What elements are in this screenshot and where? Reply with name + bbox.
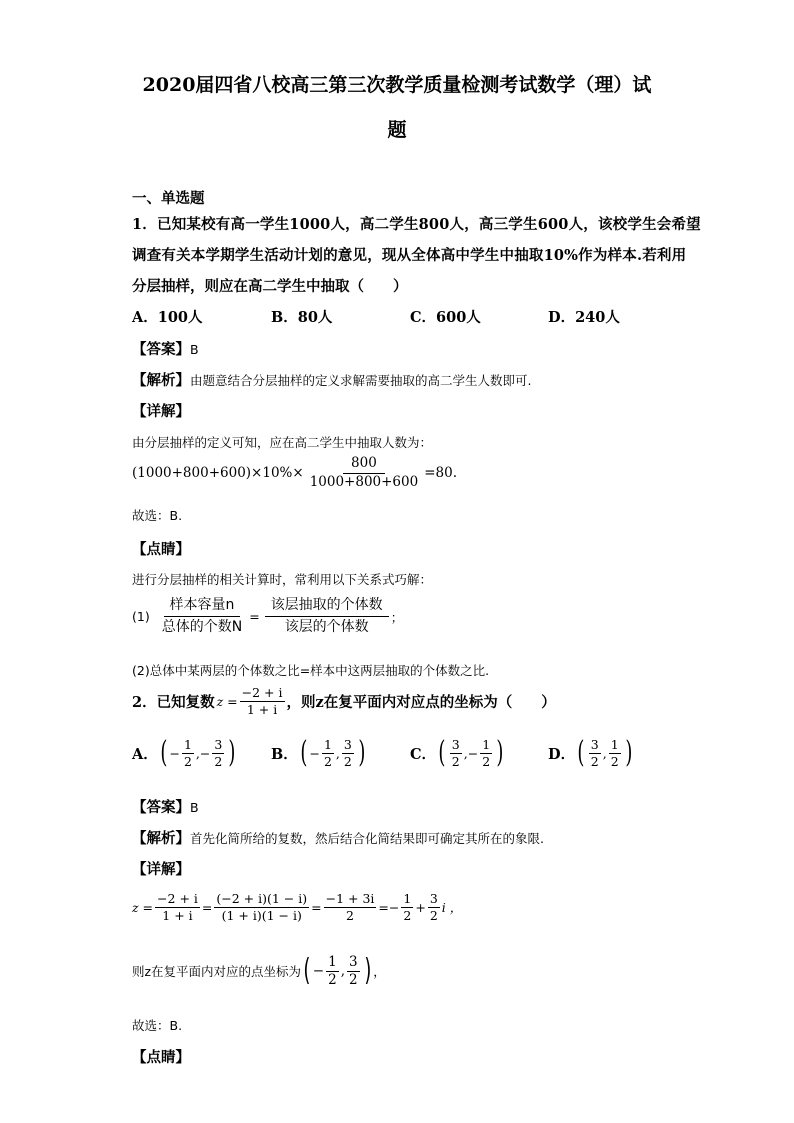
q2-coordinate [132, 955, 386, 988]
sign: − [169, 745, 180, 761]
paren-open: ( [160, 735, 168, 771]
answer-value: B [190, 342, 199, 357]
q2-z-den: 1 + i [246, 701, 278, 717]
rule1-left-den: 总体的个数N [161, 619, 243, 636]
num: −1 + 3i [325, 891, 375, 906]
q2-tip-tag: 【点睛】 [132, 1049, 190, 1066]
q1-option-a: A．100人 [132, 309, 203, 326]
q2-stem [132, 686, 556, 717]
frac [450, 738, 462, 769]
den: 2 [346, 907, 354, 923]
den: 2 [610, 753, 619, 769]
equals: = [311, 899, 322, 915]
frac [182, 738, 194, 769]
rule1-left-fraction [160, 598, 244, 636]
q1-tip-tag: 【点睛】 [132, 541, 190, 558]
q1-analysis [132, 369, 531, 390]
q2-conclusion: 故选：B. [132, 1018, 183, 1033]
formula-right: =80. [424, 464, 457, 481]
page-title: 2020届四省八校高三第三次教学质量检测考试数学（理）试 [142, 74, 652, 96]
rule1-label: (1) [132, 609, 150, 625]
q1-stem-line3: 分层抽样，则应在高二学生中抽取（ ） [132, 278, 408, 295]
den: 2 [183, 753, 192, 769]
comma: , [602, 745, 607, 761]
q1-option-b: B．80人 [271, 309, 333, 326]
rule1-end: ； [390, 609, 404, 625]
q1-answer [132, 338, 199, 359]
page-title-continued: 题 [387, 119, 407, 141]
analysis-text: 首先化简所给的复数，然后结合化简结果即可确定其所在的象限. [190, 831, 544, 846]
formula-left: (1000+800+600)×10%× [132, 464, 304, 481]
q1-option-c: C．600人 [410, 309, 481, 326]
q2-option-c [410, 735, 506, 771]
q1-stem-line1: 1．已知某校有高一学生1000人，高二学生800人，高三学生600人，该校学生会希望 [132, 216, 701, 233]
frac [609, 738, 621, 769]
num: 1 [183, 737, 192, 752]
q2-option-b [271, 735, 368, 771]
frac [589, 738, 601, 769]
frac [342, 738, 354, 769]
num: 3 [451, 737, 460, 752]
q2-z-eq: z = [216, 693, 238, 709]
den: 2 [323, 753, 332, 769]
den: (1 + i)(1 − i) [221, 907, 302, 923]
q2-z-num: −2 + i [241, 685, 283, 700]
paren-close: ) [625, 735, 633, 771]
q2-answer [132, 796, 199, 817]
rule1-right-num: 该层抽取的个体数 [265, 598, 389, 617]
q2-analysis [132, 827, 544, 848]
paren-close: ) [358, 735, 366, 771]
comma: , [340, 963, 345, 980]
answer-tag: 【答案】 [132, 341, 190, 358]
answer-value: B [190, 800, 199, 815]
q1-formula [132, 456, 457, 490]
calc-frac2 [214, 892, 309, 923]
den: 2 [482, 753, 491, 769]
den: 2 [403, 907, 412, 923]
q2-z-fraction [240, 686, 285, 717]
q1-option-d: D．240人 [548, 309, 620, 326]
comma: , [195, 745, 200, 761]
num: 3 [214, 737, 223, 752]
paren-open: ( [300, 735, 308, 771]
section-heading: 一、单选题 [132, 190, 205, 207]
analysis-text: 由题意结合分层抽样的定义求解需要抽取的高二学生人数即可. [190, 373, 532, 388]
formula-denominator: 1000+800+600 [309, 473, 419, 490]
frac [326, 955, 339, 988]
rule1-right-fraction [265, 598, 389, 636]
analysis-tag: 【解析】 [132, 830, 190, 847]
plus: + [415, 899, 426, 915]
frac [347, 955, 360, 988]
num: (−2 + i)(1 − i) [216, 891, 308, 906]
rule1-right-den: 该层的个体数 [284, 619, 369, 636]
sign: − [199, 745, 211, 761]
sign: − [467, 745, 479, 761]
paren-open: ( [438, 735, 446, 771]
num: 3 [590, 737, 599, 752]
equals: = [201, 899, 213, 915]
frac [212, 738, 224, 769]
calc-frac1 [155, 892, 200, 923]
q2-detail-tag: 【详解】 [132, 861, 190, 878]
q1-stem-line2: 调查有关本学期学生活动计划的意见，现从全体高中学生中抽取10%作为样本.若利用 [132, 247, 687, 264]
den: 1 + i [162, 907, 193, 923]
coord-end: ， [373, 964, 386, 980]
den: 2 [590, 753, 599, 769]
paren-open: ( [303, 953, 311, 989]
paren-close: ) [228, 735, 236, 771]
num: 1 [323, 737, 332, 752]
frac [480, 738, 492, 769]
rule1-left-num: 样本容量n [164, 598, 241, 617]
frac [322, 738, 334, 769]
analysis-tag: 【解析】 [132, 372, 190, 389]
q2-option-b-label: B． [271, 745, 298, 763]
num: 1 [610, 737, 619, 752]
q1-rule2: (2)总体中某两层的个体数之比=样本中这两层抽取的个体数之比. [132, 663, 490, 678]
formula-numerator: 800 [343, 456, 385, 474]
calc-frac4 [401, 892, 413, 923]
q2-calculation [132, 892, 462, 923]
coord-prefix: 则z在复平面内对应的点坐标为 [132, 964, 302, 980]
den: 2 [328, 971, 337, 988]
q2-option-d-label: D． [548, 745, 576, 763]
num: 3 [429, 891, 438, 906]
q2-option-c-label: C． [410, 745, 437, 763]
paren-close: ) [496, 735, 504, 771]
paren-open: ( [577, 735, 585, 771]
calc-frac3 [324, 892, 377, 923]
num: 1 [482, 737, 491, 752]
formula-fraction [308, 456, 421, 490]
num: −2 + i [157, 891, 198, 906]
equals-minus: =− [378, 899, 400, 915]
comma: , [463, 745, 468, 761]
answer-tag: 【答案】 [132, 799, 190, 816]
den: 2 [214, 753, 223, 769]
sign: − [309, 745, 320, 761]
q1-detail-text: 由分层抽样的定义可知，应在高二学生中抽取人数为： [132, 435, 433, 450]
den: 2 [451, 753, 460, 769]
calc-frac5 [428, 892, 440, 923]
q2-option-a [132, 735, 238, 771]
calc-tail: i ， [441, 900, 463, 916]
num: 1 [403, 891, 412, 906]
calc-z: z = [132, 899, 154, 915]
q1-rule1 [132, 598, 403, 636]
num: 1 [328, 954, 337, 970]
den: 2 [343, 753, 352, 769]
den: 2 [348, 971, 358, 988]
sign: − [312, 963, 325, 980]
rule1-equals: = [249, 609, 260, 625]
q2-prefix: 2．已知复数 [132, 693, 215, 711]
q1-tip-text: 进行分层抽样的相关计算时，常利用以下关系式巧解： [132, 572, 433, 587]
comma: , [335, 745, 340, 761]
q2-option-a-label: A． [132, 745, 158, 763]
q2-suffix: ，则z在复平面内对应点的坐标为（ ） [286, 693, 556, 711]
num: 3 [343, 737, 352, 752]
q1-detail-tag: 【详解】 [132, 403, 190, 420]
q2-option-d [548, 735, 634, 771]
paren-close: ) [363, 953, 371, 989]
q1-conclusion: 故选：B. [132, 508, 183, 523]
den: 2 [429, 907, 438, 923]
num: 3 [348, 954, 358, 970]
